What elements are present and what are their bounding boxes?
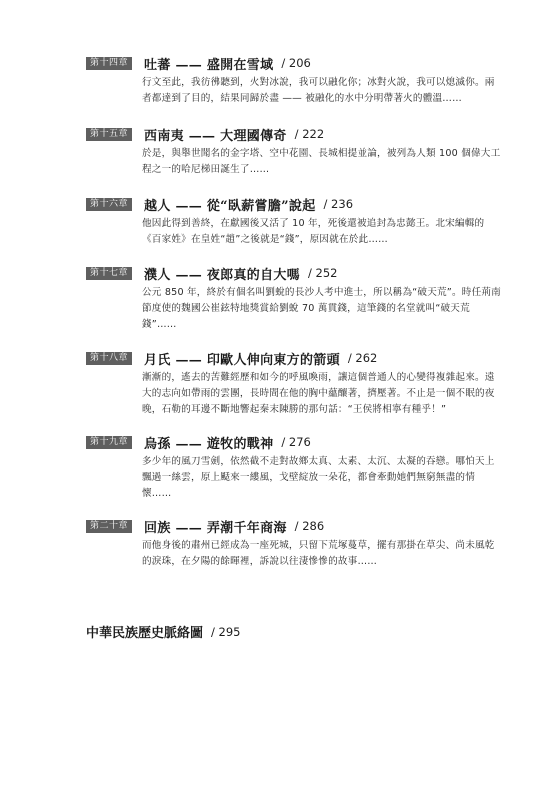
chapter-title[interactable]: 吐蕃 —— 盛開在雪域	[144, 57, 274, 73]
chapter-title[interactable]: 月氏 —— 印歐人伸向東方的箭頭	[144, 352, 340, 368]
chapter-19[interactable]	[86, 434, 506, 502]
appendix-map-entry[interactable]	[86, 622, 241, 641]
chapter-page-number: / 262	[347, 351, 378, 365]
appendix-page-number: / 295	[211, 624, 241, 639]
chapter-number-badge: 第二十章	[86, 520, 132, 533]
chapter-title[interactable]: 烏孫 —— 遊牧的戰神	[144, 436, 274, 452]
chapter-heading	[86, 196, 506, 212]
chapter-number-badge: 第十五章	[86, 128, 132, 141]
chapter-page-number: / 286	[294, 519, 325, 533]
chapter-title[interactable]: 回族 —— 弄潮千年商海	[144, 520, 287, 536]
chapter-number-badge: 第十四章	[86, 57, 132, 70]
chapter-20[interactable]	[86, 518, 506, 570]
chapter-18[interactable]	[86, 350, 506, 418]
chapter-heading	[86, 518, 506, 534]
chapter-page-number: / 206	[281, 56, 311, 70]
chapter-number-badge: 第十九章	[86, 436, 132, 449]
chapter-15[interactable]	[86, 126, 506, 178]
chapter-16[interactable]	[86, 196, 506, 248]
chapter-heading	[86, 265, 506, 281]
chapter-excerpt: 於是，與舉世聞名的金字塔、空中花園、長城相提並論，被列為人類 100 個偉大工程之一的哈尼梯田誕生了……	[142, 148, 501, 175]
appendix-title[interactable]: 中華民族歷史脈絡圖	[86, 626, 204, 641]
chapter-excerpt: 漸漸的，遙去的苦難經歷和如今的呼風喚雨，讓這個普通人的心變得複雜起來。遠大的志向如帶雨的雲團，長時間在他的胸中蘊釀著，擠壓著。不止是一個不眠的夜晚，石勒的耳邊不斷地響起秦末陳勝的那句話：“王侯將相寧有種乎！”	[142, 372, 495, 415]
chapter-excerpt: 而他身後的肅州已經成為一座死城，只留下荒塚蔓草，擺有那掛在草尖、尚未風乾的淚珠，在夕陽的餘暉裡，訴說以往淒慘慘的故事……	[142, 540, 495, 567]
chapter-17[interactable]	[86, 265, 506, 333]
chapter-title[interactable]: 西南夷 —— 大理國傳奇	[144, 128, 287, 144]
chapter-heading	[86, 434, 506, 450]
chapter-page-number: / 276	[281, 435, 311, 449]
chapter-number-badge: 第十七章	[86, 267, 132, 280]
chapter-number-badge: 第十八章	[86, 352, 132, 365]
chapter-heading	[86, 350, 506, 366]
chapter-title[interactable]: 濮人 —— 夜郎真的自大嗎	[144, 267, 300, 283]
chapter-heading	[86, 55, 506, 71]
chapter-14[interactable]	[86, 55, 506, 107]
chapter-page-number: / 252	[307, 266, 338, 280]
chapter-page-number: / 236	[323, 197, 354, 211]
chapter-excerpt: 行文至此，我彷彿聽到，火對冰說，我可以融化你；冰對火說，我可以熄滅你。兩者都達到了目的，結果同歸於盡 —— 被融化的水中分明帶著火的體溫……	[142, 77, 495, 104]
chapter-excerpt: 多少年的風刀雪劍，依然截不走對故鄉太真、太素、太沉、太凝的吞戀。哪怕天上飄過一絲雲，原上颳來一縷風，戈壁綻放一朵花，都會牽動她們無窮無盡的情懷……	[142, 456, 495, 499]
chapter-excerpt: 公元 850 年，終於有個名叫劉蛻的長沙人考中進士，所以稱為“破天荒”。時任荊南節度使的魏國公崔鉉特地獎賞給劉蛻 70 萬貫錢，這筆錢的名堂就叫“破天荒錢”……	[142, 287, 501, 330]
chapter-excerpt: 他因此得到善終，在獻國後又活了 10 年，死後還被追封為忠懿王。北宋編輯的《百家姓》在皇姓“趙”之後就是“錢”，原因就在於此……	[142, 218, 485, 245]
chapter-title[interactable]: 越人 —— 從“臥薪嘗膽”說起	[144, 198, 316, 214]
chapter-page-number: / 222	[294, 127, 325, 141]
chapter-heading	[86, 126, 506, 142]
chapter-number-badge: 第十六章	[86, 198, 132, 211]
